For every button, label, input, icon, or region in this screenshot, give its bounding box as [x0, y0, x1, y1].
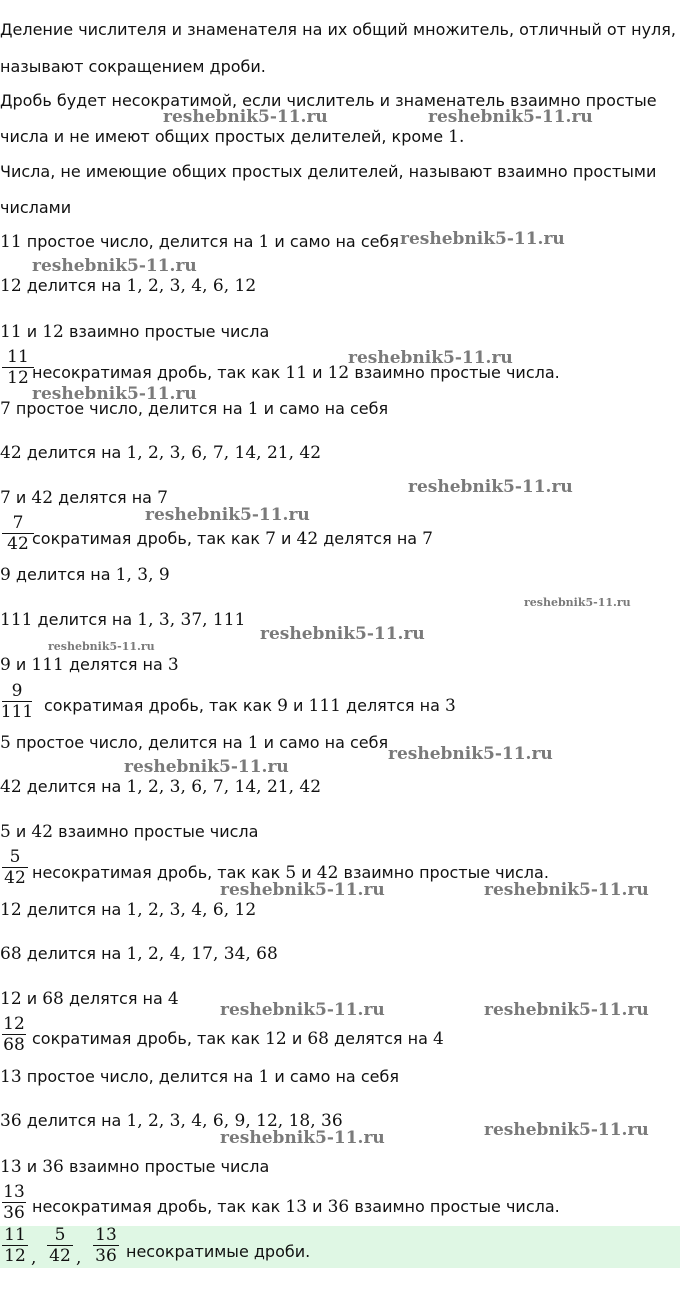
answer-separator: ,: [76, 1248, 82, 1268]
block-5-line-1: 12 делится на 1, 2, 3, 4, 6, 12: [0, 900, 257, 920]
watermark: reshebnik5-11.ru: [484, 1120, 649, 1140]
watermark: reshebnik5-11.ru: [32, 256, 197, 276]
block-3-line-2: 111 делится на 1, 3, 37, 111: [0, 610, 246, 630]
watermark: reshebnik5-11.ru: [428, 107, 593, 127]
block-1-line-2: 12 делится на 1, 2, 3, 4, 6, 12: [0, 276, 257, 296]
block-1-conclusion: несократимая дробь, так как 11 и 12 взаимно простые числа.: [32, 363, 560, 383]
watermark: reshebnik5-11.ru: [408, 477, 573, 497]
fraction-7-42: 7 42: [0, 514, 36, 553]
block-4-conclusion: несократимая дробь, так как 5 и 42 взаимно простые числа.: [32, 863, 549, 883]
coprime-definition-line-2: числами: [0, 198, 72, 217]
fraction-12-68: 12 68: [3, 1014, 25, 1055]
answer-fraction-5-42: 5 42: [45, 1226, 75, 1265]
definition-line-2: называют сокращением дроби.: [0, 57, 266, 76]
answer-text: несократимые дроби.: [126, 1242, 311, 1261]
block-2-line-1: 7 простое число, делится на 1 и само на себя: [0, 399, 389, 419]
block-6-conclusion: несократимая дробь, так как 13 и 36 взаимно простые числа.: [32, 1197, 560, 1217]
watermark: reshebnik5-11.ru: [348, 348, 513, 368]
block-4-line-2: 42 делится на 1, 2, 3, 6, 7, 14, 21, 42: [0, 777, 322, 797]
block-4-line-3: 5 и 42 взаимно простые числа: [0, 822, 259, 842]
answer-separator: ,: [31, 1248, 37, 1268]
answer-fraction-11-12: 11 12: [0, 1226, 30, 1265]
definition-line-1: Деление числителя и знаменателя на их общий множитель, отличный от нуля,: [0, 20, 676, 39]
fraction-9-111: 9 111: [0, 681, 34, 722]
block-5-conclusion: сократимая дробь, так как 12 и 68 делятся на 4: [32, 1029, 444, 1049]
irreducible-definition-line-2: числа и не имеют общих простых делителей, кроме 1.: [0, 127, 465, 147]
watermark: reshebnik5-11.ru: [32, 384, 197, 404]
fraction-13-36: 13 36: [3, 1182, 25, 1223]
block-6-line-1: 13 простое число, делится на 1 и само на себя: [0, 1067, 399, 1087]
answer-fraction-13-36: 13 36: [91, 1226, 121, 1265]
block-2-line-2: 42 делится на 1, 2, 3, 6, 7, 14, 21, 42: [0, 443, 322, 463]
block-1-line-1: 11 простое число, делится на 1 и само на себя: [0, 232, 399, 252]
watermark: reshebnik5-11.ru: [484, 880, 649, 900]
block-5-line-2: 68 делится на 1, 2, 4, 17, 34, 68: [0, 944, 278, 964]
block-3-line-1: 9 делится на 1, 3, 9: [0, 565, 170, 585]
watermark: reshebnik5-11.ru: [220, 1000, 385, 1020]
coprime-definition-line-1: Числа, не имеющие общих простых делителей, называют взаимно простыми: [0, 162, 657, 181]
watermark: reshebnik5-11.ru: [48, 640, 155, 653]
watermark: reshebnik5-11.ru: [145, 505, 310, 525]
watermark: reshebnik5-11.ru: [220, 880, 385, 900]
irreducible-definition-line-1: Дробь будет несократимой, если числитель и знаменатель взаимно простые: [0, 91, 657, 110]
fraction-11-12: 11 12: [0, 348, 36, 387]
watermark: reshebnik5-11.ru: [400, 229, 565, 249]
block-6-line-3: 13 и 36 взаимно простые числа: [0, 1157, 270, 1177]
watermark: reshebnik5-11.ru: [524, 596, 631, 609]
block-3-conclusion: сократимая дробь, так как 9 и 111 делятся на 3: [44, 696, 456, 716]
block-5-line-3: 12 и 68 делятся на 4: [0, 989, 179, 1009]
watermark: reshebnik5-11.ru: [163, 107, 328, 127]
block-4-line-1: 5 простое число, делится на 1 и само на себя: [0, 733, 389, 753]
block-3-line-3: 9 и 111 делятся на 3: [0, 655, 179, 675]
watermark: reshebnik5-11.ru: [484, 1000, 649, 1020]
watermark: reshebnik5-11.ru: [260, 624, 425, 644]
watermark: reshebnik5-11.ru: [388, 744, 553, 764]
watermark: reshebnik5-11.ru: [124, 757, 289, 777]
watermark: reshebnik5-11.ru: [220, 1128, 385, 1148]
block-2-conclusion: сократимая дробь, так как 7 и 42 делятся на 7: [32, 529, 433, 549]
block-1-line-3: 11 и 12 взаимно простые числа: [0, 322, 270, 342]
block-2-line-3: 7 и 42 делятся на 7: [0, 488, 168, 508]
block-6-line-2: 36 делится на 1, 2, 3, 4, 6, 9, 12, 18, 36: [0, 1111, 343, 1131]
fraction-5-42: 5 42: [0, 848, 30, 887]
